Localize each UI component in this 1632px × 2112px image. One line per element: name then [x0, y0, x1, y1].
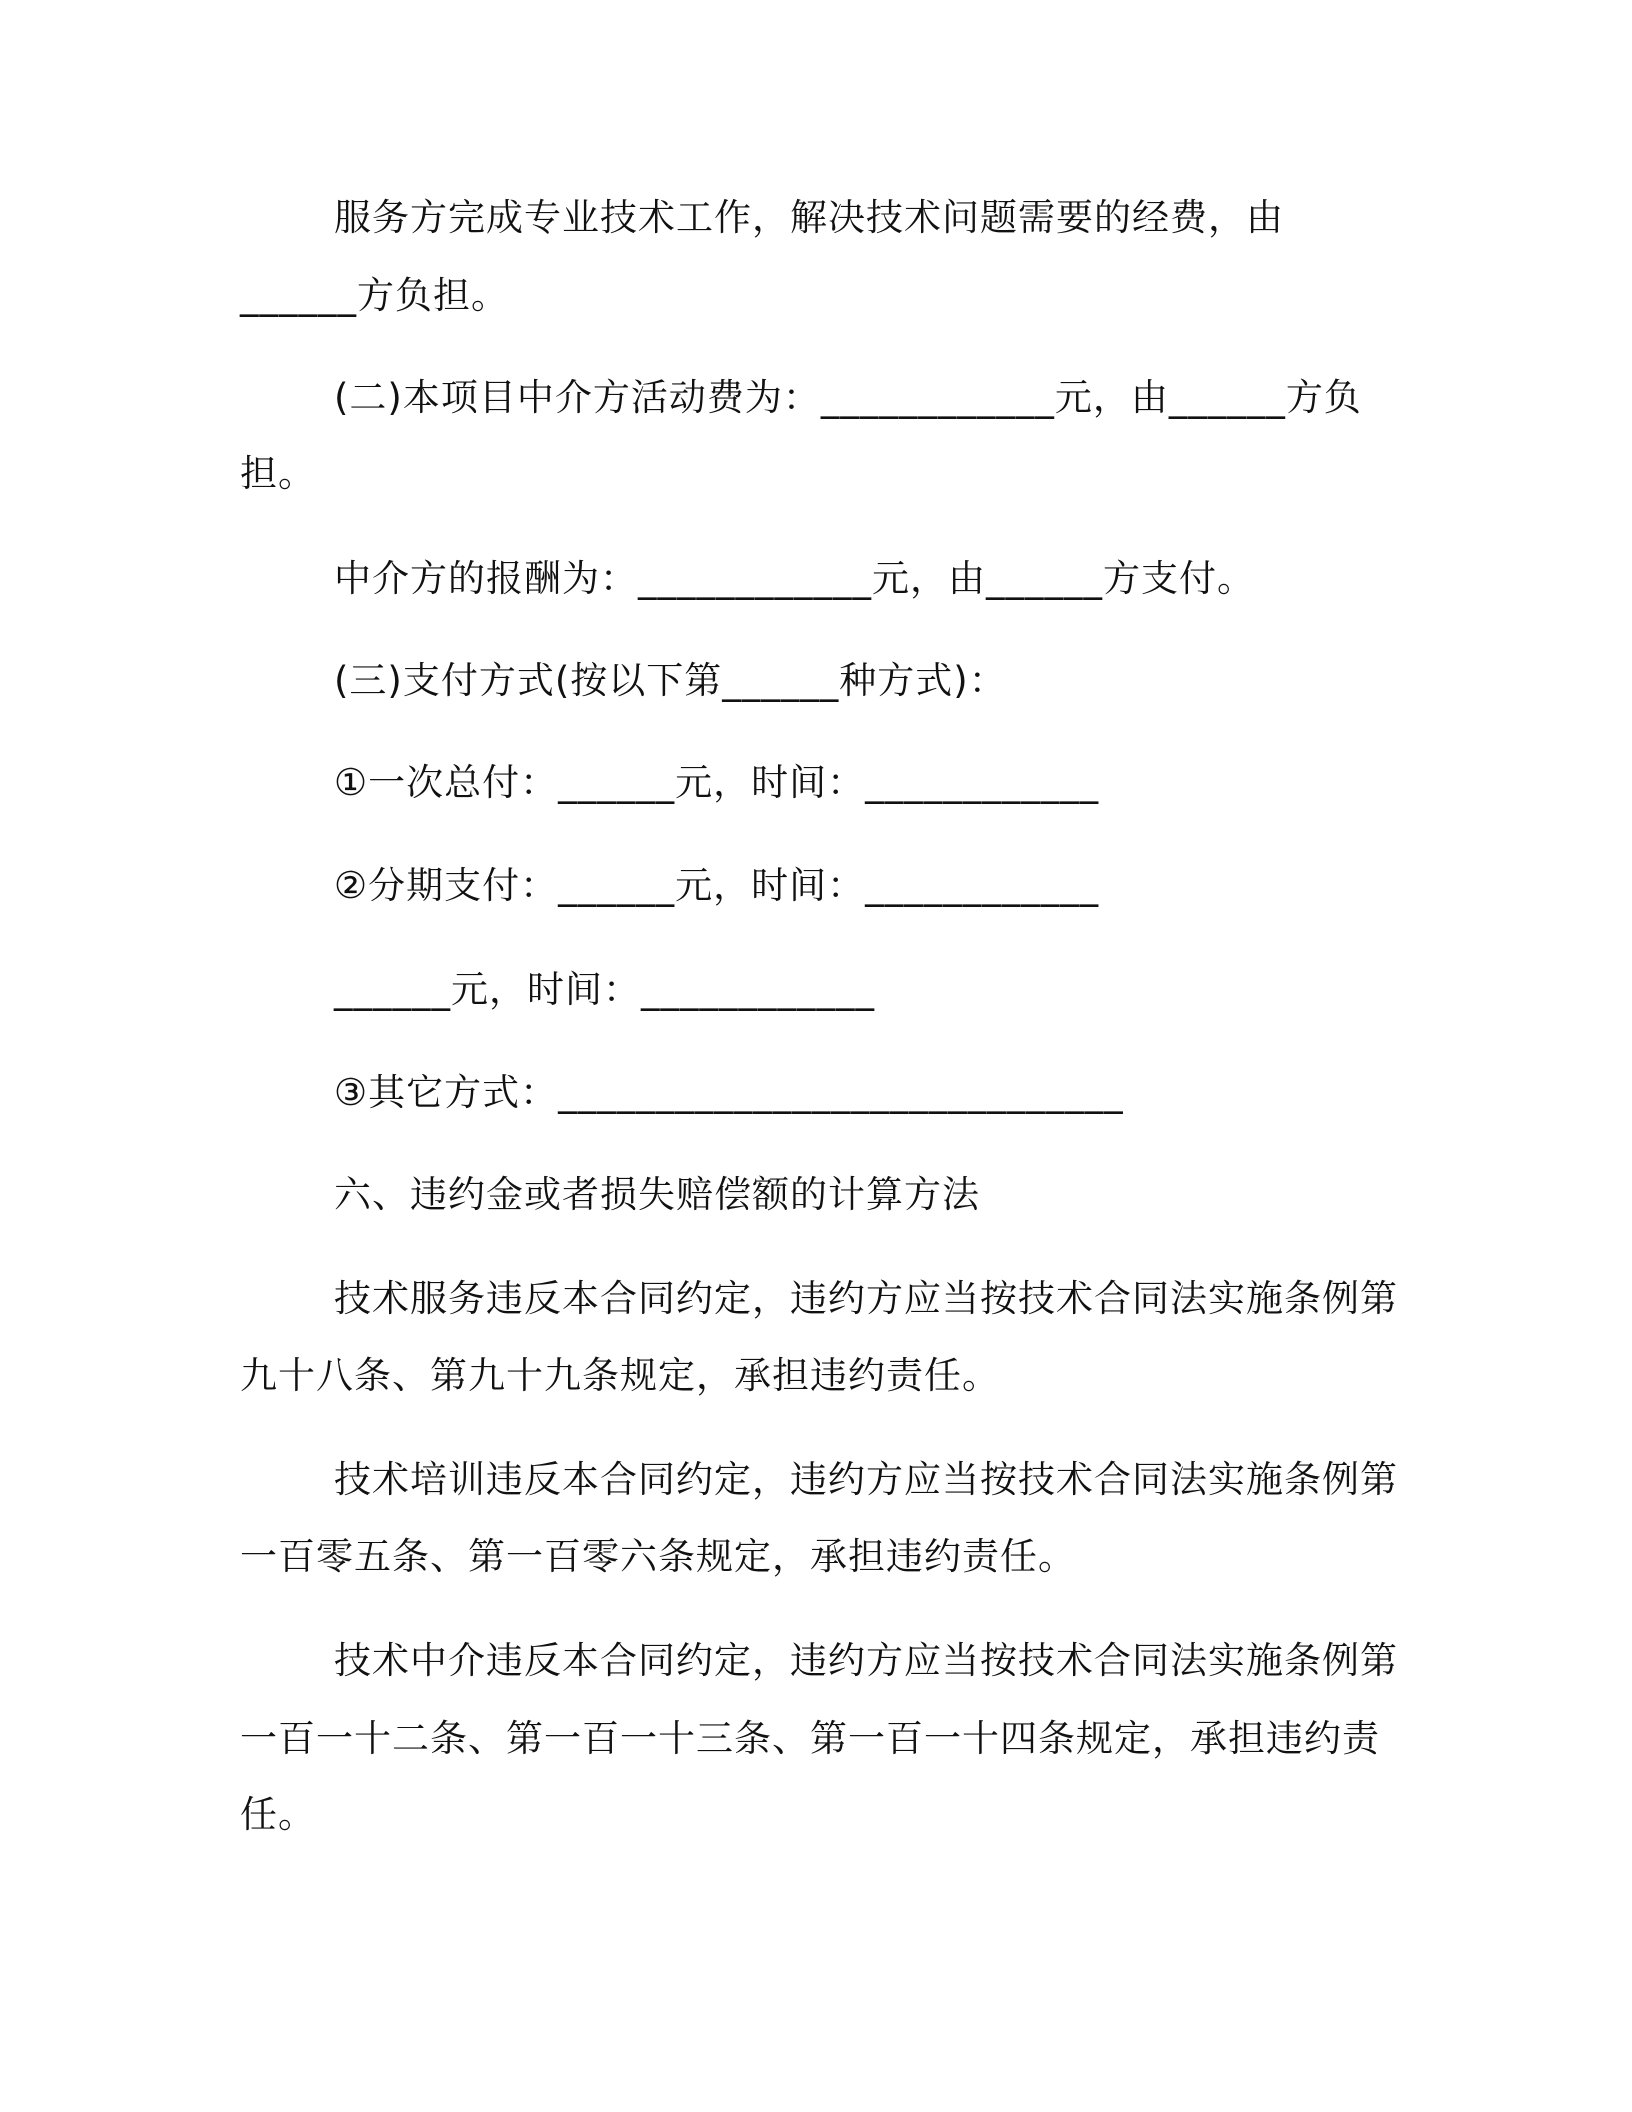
payment-option-lump-sum: ①一次总付：______元，时间：____________ [334, 761, 1100, 804]
paragraph-tech-intermediary-line-3: 任。 [240, 1793, 316, 1836]
payment-option-installment: ②分期支付：______元，时间：____________ [334, 864, 1100, 907]
section-heading-penalty: 六、违约金或者损失赔偿额的计算方法 [334, 1173, 980, 1216]
paragraph-intermediary-fee-line-1: (二)本项目中介方活动费为：____________元，由______方负 [334, 376, 1362, 419]
paragraph-tech-training-line-2: 一百零五条、第一百零六条规定，承担违约责任。 [240, 1535, 1076, 1578]
paragraph-service-fee-line-2: ______方负担。 [240, 274, 509, 317]
paragraph-payment-method: (三)支付方式(按以下第______种方式)： [334, 659, 1007, 702]
paragraph-tech-intermediary-line-2: 一百一十二条、第一百一十三条、第一百一十四条规定，承担违约责 [240, 1717, 1380, 1760]
paragraph-tech-training-line-1: 技术培训违反本合同约定，违约方应当按技术合同法实施条例第 [334, 1458, 1398, 1501]
paragraph-tech-intermediary-line-1: 技术中介违反本合同约定，违约方应当按技术合同法实施条例第 [334, 1639, 1398, 1682]
payment-option-installment-second: ______元，时间：____________ [334, 968, 875, 1011]
paragraph-tech-service-line-1: 技术服务违反本合同约定，违约方应当按技术合同法实施条例第 [334, 1277, 1398, 1320]
payment-option-other: ③其它方式：_____________________________ [334, 1071, 1124, 1114]
paragraph-service-fee-line-1: 服务方完成专业技术工作，解决技术问题需要的经费，由 [334, 196, 1284, 239]
paragraph-tech-service-line-2: 九十八条、第九十九条规定，承担违约责任。 [240, 1354, 1000, 1397]
paragraph-intermediary-reward: 中介方的报酬为：____________元，由______方支付。 [334, 557, 1255, 600]
paragraph-intermediary-fee-line-2: 担。 [240, 452, 316, 495]
